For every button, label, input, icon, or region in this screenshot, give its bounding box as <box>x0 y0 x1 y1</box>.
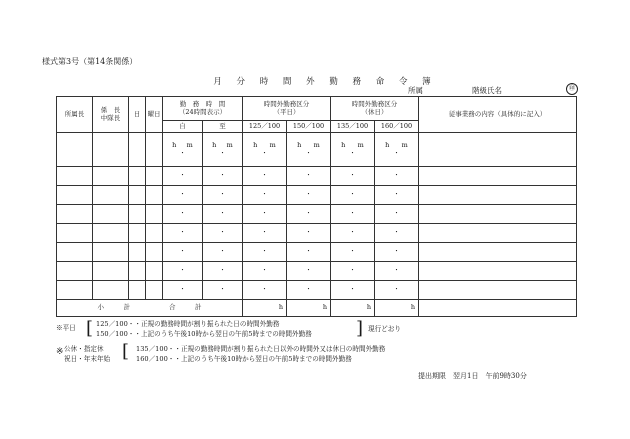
duty-cell[interactable] <box>419 186 577 205</box>
cell[interactable] <box>57 224 93 243</box>
time-cell[interactable]: ・ <box>331 262 375 281</box>
duty-cell[interactable] <box>419 205 577 224</box>
time-cell[interactable]: h m ・ <box>331 133 375 167</box>
time-cell[interactable]: ・ <box>287 281 331 300</box>
time-cell[interactable]: ・ <box>331 205 375 224</box>
header-from: 自 <box>163 121 203 133</box>
duty-cell[interactable] <box>419 224 577 243</box>
header-day: 日 <box>129 97 146 133</box>
time-cell[interactable]: ・ <box>243 186 287 205</box>
time-cell[interactable]: h m ・ <box>243 133 287 167</box>
header-rate-125: 125／100 <box>243 121 287 133</box>
table-row <box>57 262 577 281</box>
cell[interactable] <box>146 262 163 281</box>
note-holiday-160: 160／100・・上記のうち午後10時から翌日の午前5時までの時間外勤務 <box>136 355 352 363</box>
time-cell[interactable]: ・ <box>287 186 331 205</box>
time-cell[interactable]: ・ <box>375 281 419 300</box>
time-cell[interactable]: ・ <box>331 167 375 186</box>
time-cell[interactable]: ・ <box>375 186 419 205</box>
table-row <box>57 224 577 243</box>
time-cell[interactable]: ・ <box>243 262 287 281</box>
time-cell[interactable]: ・ <box>375 243 419 262</box>
header-weekday: 曜日 <box>146 97 163 133</box>
time-cell[interactable]: ・ <box>203 167 243 186</box>
bracket-icon: [ <box>86 318 94 339</box>
time-cell[interactable]: ・ <box>203 243 243 262</box>
header-holiday-ot: 時間外勤務区分 （休日） <box>331 97 419 121</box>
note-weekday-label: ※平日 <box>56 324 76 332</box>
total-160[interactable]: h <box>375 300 419 317</box>
note-as-before: 現行どおり <box>368 325 401 333</box>
time-cell[interactable]: h m ・ <box>203 133 243 167</box>
cell[interactable] <box>146 205 163 224</box>
overtime-table <box>56 96 577 317</box>
cell[interactable] <box>57 167 93 186</box>
header-to: 至 <box>203 121 243 133</box>
cell[interactable] <box>93 281 129 300</box>
duty-cell[interactable] <box>419 133 577 167</box>
note-holiday-label-1: 公休・指定休 <box>64 345 104 353</box>
time-cell[interactable]: ・ <box>287 243 331 262</box>
time-cell[interactable]: h m ・ <box>287 133 331 167</box>
subtotal-total-label: 小 計 合 計 <box>57 300 243 317</box>
cell[interactable] <box>129 243 146 262</box>
submission-deadline: 提出期限 翌月1日 午前9時30分 <box>418 372 527 380</box>
cell[interactable] <box>146 186 163 205</box>
time-cell[interactable]: h m ・ <box>375 133 419 167</box>
time-cell[interactable]: h m ・ <box>163 133 203 167</box>
time-cell[interactable]: ・ <box>243 224 287 243</box>
cell[interactable] <box>57 186 93 205</box>
cell[interactable] <box>57 281 93 300</box>
cell[interactable] <box>129 224 146 243</box>
form-number: 様式第3号（第14条関係） <box>42 57 138 66</box>
time-cell[interactable]: ・ <box>375 167 419 186</box>
cell[interactable] <box>146 281 163 300</box>
cell[interactable] <box>93 262 129 281</box>
time-cell[interactable]: ・ <box>203 281 243 300</box>
note-mark: ※ <box>56 347 64 357</box>
time-cell[interactable]: ・ <box>203 224 243 243</box>
cell[interactable] <box>93 224 129 243</box>
time-cell[interactable]: ・ <box>331 243 375 262</box>
time-cell[interactable]: ・ <box>163 167 203 186</box>
time-cell[interactable]: ・ <box>203 186 243 205</box>
time-cell[interactable]: ・ <box>287 167 331 186</box>
table-row <box>57 205 577 224</box>
time-cell[interactable]: ・ <box>375 224 419 243</box>
header-dept-chief: 所属長 <box>57 97 93 133</box>
duty-cell[interactable] <box>419 262 577 281</box>
table-row <box>57 167 577 186</box>
bracket-close-icon: ] <box>356 318 364 339</box>
time-cell[interactable]: ・ <box>163 281 203 300</box>
cell[interactable] <box>129 281 146 300</box>
document-title: 月 分 時 間 外 勤 務 命 令 簿 <box>213 77 437 87</box>
note-weekday-125: 125／100・・正規の勤務時間が割り振られた日の時間外勤務 <box>96 320 280 328</box>
time-cell[interactable]: ・ <box>331 281 375 300</box>
total-duty[interactable] <box>419 300 577 317</box>
time-cell[interactable]: ・ <box>163 224 203 243</box>
cell[interactable] <box>93 133 129 167</box>
total-150[interactable]: h <box>287 300 331 317</box>
header-weekday-ot: 時間外勤務区分 （平日） <box>243 97 331 121</box>
table-row <box>57 186 577 205</box>
table-row <box>57 243 577 262</box>
duty-cell[interactable] <box>419 167 577 186</box>
cell[interactable] <box>146 224 163 243</box>
time-cell[interactable]: ・ <box>243 167 287 186</box>
cell[interactable] <box>57 205 93 224</box>
duty-cell[interactable] <box>419 243 577 262</box>
cell[interactable] <box>57 133 93 167</box>
header-rate-160: 160／100 <box>375 121 419 133</box>
table-row <box>57 133 577 167</box>
time-cell[interactable]: ・ <box>243 281 287 300</box>
time-cell[interactable]: ・ <box>163 262 203 281</box>
cell[interactable] <box>146 243 163 262</box>
header-section-chief: 係 長 中隊長 <box>93 97 129 133</box>
time-cell[interactable]: ・ <box>243 243 287 262</box>
header-rate-150: 150／100 <box>287 121 331 133</box>
time-cell[interactable]: ・ <box>287 224 331 243</box>
cell[interactable] <box>57 262 93 281</box>
time-cell[interactable]: ・ <box>287 262 331 281</box>
cell[interactable] <box>93 243 129 262</box>
total-row <box>57 300 577 317</box>
cell[interactable] <box>129 133 146 167</box>
time-cell[interactable]: ・ <box>331 186 375 205</box>
cell[interactable] <box>57 243 93 262</box>
seal-mark: ㊞ <box>566 83 578 95</box>
time-cell[interactable]: ・ <box>375 205 419 224</box>
cell[interactable] <box>129 167 146 186</box>
cell[interactable] <box>93 167 129 186</box>
total-135[interactable]: h <box>331 300 375 317</box>
note-weekday-150: 150／100・・上記のうち午後10時から翌日の午前5時までの時間外勤務 <box>96 330 312 338</box>
time-cell[interactable]: ・ <box>203 205 243 224</box>
cell[interactable] <box>146 133 163 167</box>
time-cell[interactable]: ・ <box>163 186 203 205</box>
bracket-icon: [ <box>122 341 130 362</box>
time-cell[interactable]: ・ <box>163 243 203 262</box>
cell[interactable] <box>93 186 129 205</box>
cell[interactable] <box>129 205 146 224</box>
time-cell[interactable]: ・ <box>287 205 331 224</box>
time-cell[interactable]: ・ <box>243 205 287 224</box>
time-cell[interactable]: ・ <box>163 205 203 224</box>
cell[interactable] <box>93 205 129 224</box>
rank-name-label: 階級氏名 <box>472 86 502 95</box>
header-rate-135: 135／100 <box>331 121 375 133</box>
cell[interactable] <box>129 186 146 205</box>
cell[interactable] <box>129 262 146 281</box>
header-duty: 従事業務の内容（具体的に記入） <box>419 97 577 133</box>
time-cell[interactable]: ・ <box>331 224 375 243</box>
time-cell[interactable]: ・ <box>203 262 243 281</box>
cell[interactable] <box>146 167 163 186</box>
note-holiday-135: 135／100・・正規の勤務時間が割り振られた日以外の時間外又は休日の時間外勤務 <box>136 345 386 353</box>
time-cell[interactable]: ・ <box>375 262 419 281</box>
note-holiday-label-2: 祝日・年末年始 <box>64 355 111 363</box>
table-row <box>57 281 577 300</box>
total-125[interactable]: h <box>243 300 287 317</box>
duty-cell[interactable] <box>419 281 577 300</box>
department-label: 所属 <box>408 86 423 95</box>
header-work-hours: 勤 務 時 間 （24時間表示） <box>163 97 243 121</box>
